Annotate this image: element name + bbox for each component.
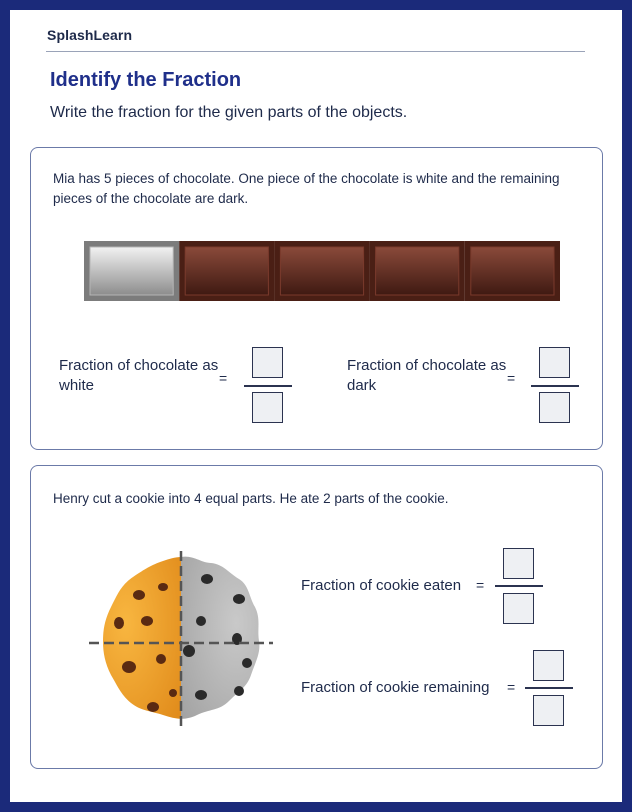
equals-sign: = xyxy=(507,679,516,695)
dark-numerator-box[interactable] xyxy=(539,347,570,378)
chocolate-bar-illustration xyxy=(84,241,560,301)
white-numerator-box[interactable] xyxy=(252,347,283,378)
fraction-bar xyxy=(525,687,573,689)
question-card-chocolate xyxy=(30,147,603,450)
equals-sign: = xyxy=(476,577,485,593)
equals-sign: = xyxy=(507,370,516,386)
page-subtitle: Write the fraction for the given parts of the objects. xyxy=(50,104,408,121)
fraction-bar xyxy=(244,385,292,387)
remaining-denominator-box[interactable] xyxy=(533,695,564,726)
remaining-numerator-box[interactable] xyxy=(533,650,564,681)
eaten-denominator-box[interactable] xyxy=(503,593,534,624)
question-text: Mia has 5 pieces of chocolate. One piece of the chocolate is white and the remaining pieces of the chocolate are dark. xyxy=(53,171,560,206)
dark-fraction-text: Fraction of chocolate as dark xyxy=(347,357,507,394)
chocolate-piece-face xyxy=(90,247,173,295)
cookie-remaining-label: Fraction of cookie remaining xyxy=(301,679,490,696)
chocolate-piece-face xyxy=(280,247,363,295)
eaten-numerator-box[interactable] xyxy=(503,548,534,579)
question-text: Henry cut a cookie into 4 equal parts. He ate 2 parts of the cookie. xyxy=(53,491,449,506)
chocolate-piece-face xyxy=(185,247,268,295)
fraction-bar xyxy=(531,385,579,387)
page-title: Identify the Fraction xyxy=(50,69,242,91)
header-divider xyxy=(46,51,585,52)
chocolate-piece-face xyxy=(471,247,554,295)
worksheet xyxy=(10,10,622,802)
dark-denominator-box[interactable] xyxy=(539,392,570,423)
white-fraction-label xyxy=(59,356,229,396)
fraction-bar xyxy=(495,585,543,587)
chocolate-piece-face xyxy=(376,247,459,295)
white-denominator-box[interactable] xyxy=(252,392,283,423)
question-card-cookie xyxy=(30,465,603,769)
dark-fraction-label xyxy=(347,356,517,396)
cookie-illustration xyxy=(89,551,273,731)
brand-logo: SplashLearn xyxy=(47,27,133,43)
equals-sign: = xyxy=(219,370,228,386)
white-fraction-text: Fraction of chocolate as white xyxy=(59,357,219,394)
cookie-eaten-label: Fraction of cookie eaten xyxy=(301,577,462,594)
